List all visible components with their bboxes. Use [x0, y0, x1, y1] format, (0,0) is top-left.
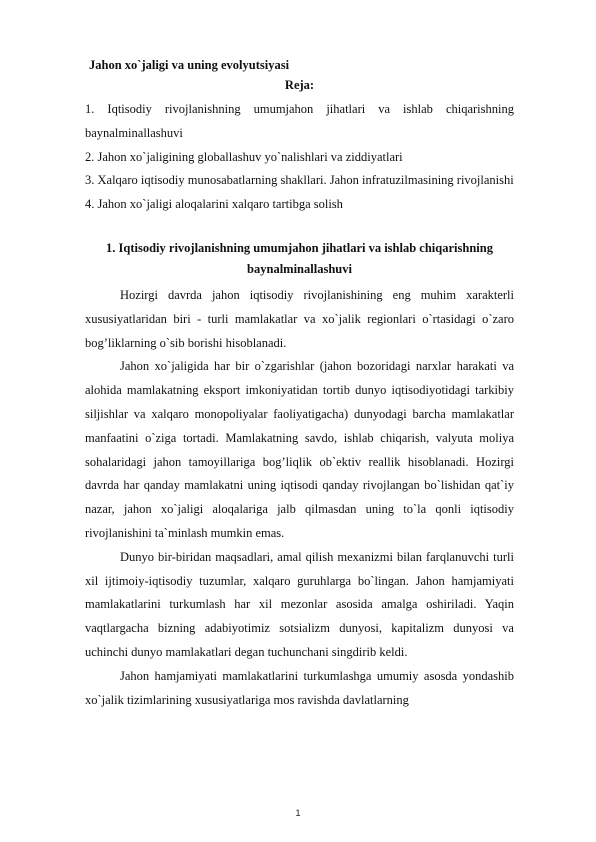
page-number: 1: [295, 808, 301, 818]
plan-list: [85, 98, 514, 217]
body-paragraph: Jahon hamjamiyati mamlakatlarini turkumlashga umumiy asosda yondashib xo`jalik tizimlarining xususiyatlariga mos ravishda davlatlarning: [85, 668, 514, 707]
plan-item: 3. Xalqaro iqtisodiy munosabatlarning shakllari. Jahon infratuzilmasining rivojlanishi: [85, 173, 514, 188]
body-paragraph: Dunyo bir-biridan maqsadlari, amal qilish mexanizmi bilan farqlanuvchi turli xil ijtimoiy-iqtisodiy tuzumlar, xalqaro guruhlarga bo`lingan. Jahon hamjamiyati mamlakatlarini turkumlash har xil mezonlar asosida amalga oshiriladi. Yaqin vaqtlargacha bizning adabiyotimiz sotsializm dunyosi, kapitalizm dunyosi va uchinchi dunyo mamlakatlari degan tuchunchani singdirib keldi.: [85, 549, 514, 659]
plan-item: 1. Iqtisodiy rivojlanishning umumjahon jihatlari va ishlab chiqarishning baynalminallashuvi: [85, 102, 514, 140]
section-heading-line-1: 1. Iqtisodiy rivojlanishning umumjahon jihatlari va ishlab chiqarishning: [106, 240, 493, 255]
body-paragraph: Hozirgi davrda jahon iqtisodiy rivojlanishining eng muhim xarakterli xususiyatlaridan biri - turli mamlakatlar va xo`jalik regionlari o`rtasidagi o`zaro bog’liklarning o`sib borishi hisoblanadi.: [85, 287, 514, 350]
section-heading: [85, 238, 514, 280]
section-heading-line-2: baynalminallashuvi: [247, 261, 352, 276]
plan-item: 4. Jahon xo`jaligi aloqalarini xalqaro tartibga solish: [85, 197, 343, 212]
plan-title: Reja:: [284, 78, 315, 92]
document-page: [85, 56, 514, 712]
document-title: Jahon xo`jaligi va uning evolyutsiyasi: [89, 58, 290, 72]
body-paragraph: Jahon xo`jaligida har bir o`zgarishlar (jahon bozoridagi narxlar harakati va alohida mamlakatning eksport imkoniyatidan tortib dunyo iqtisodiyotidagi tarkibiy siljishlar va xalqaro monopoliyalar faoliyatigacha) dunyodagi barcha mamlakatlar manfaatini o`ziga tortadi. Mamlakatning savdo, ishlab chiqarish, valyuta moliya sohalaridagi jahon tamoyillariga bog’liqlik ob`ektiv reallik hisoblanadi. Hozirgi davrda har qanday mamlakatni uning iqtisodi qanday rivojlangan bo`lishidan qat`iy nazar, jahon xo`jaligi aloqalariga jalb qilmasdan uning to`la qonli iqtisodiy rivojlanishini ta`minlash mumkin emas.: [85, 359, 514, 540]
plan-item: 2. Jahon xo`jaligining globallashuv yo`nalishlari va ziddiyatlari: [85, 149, 403, 164]
